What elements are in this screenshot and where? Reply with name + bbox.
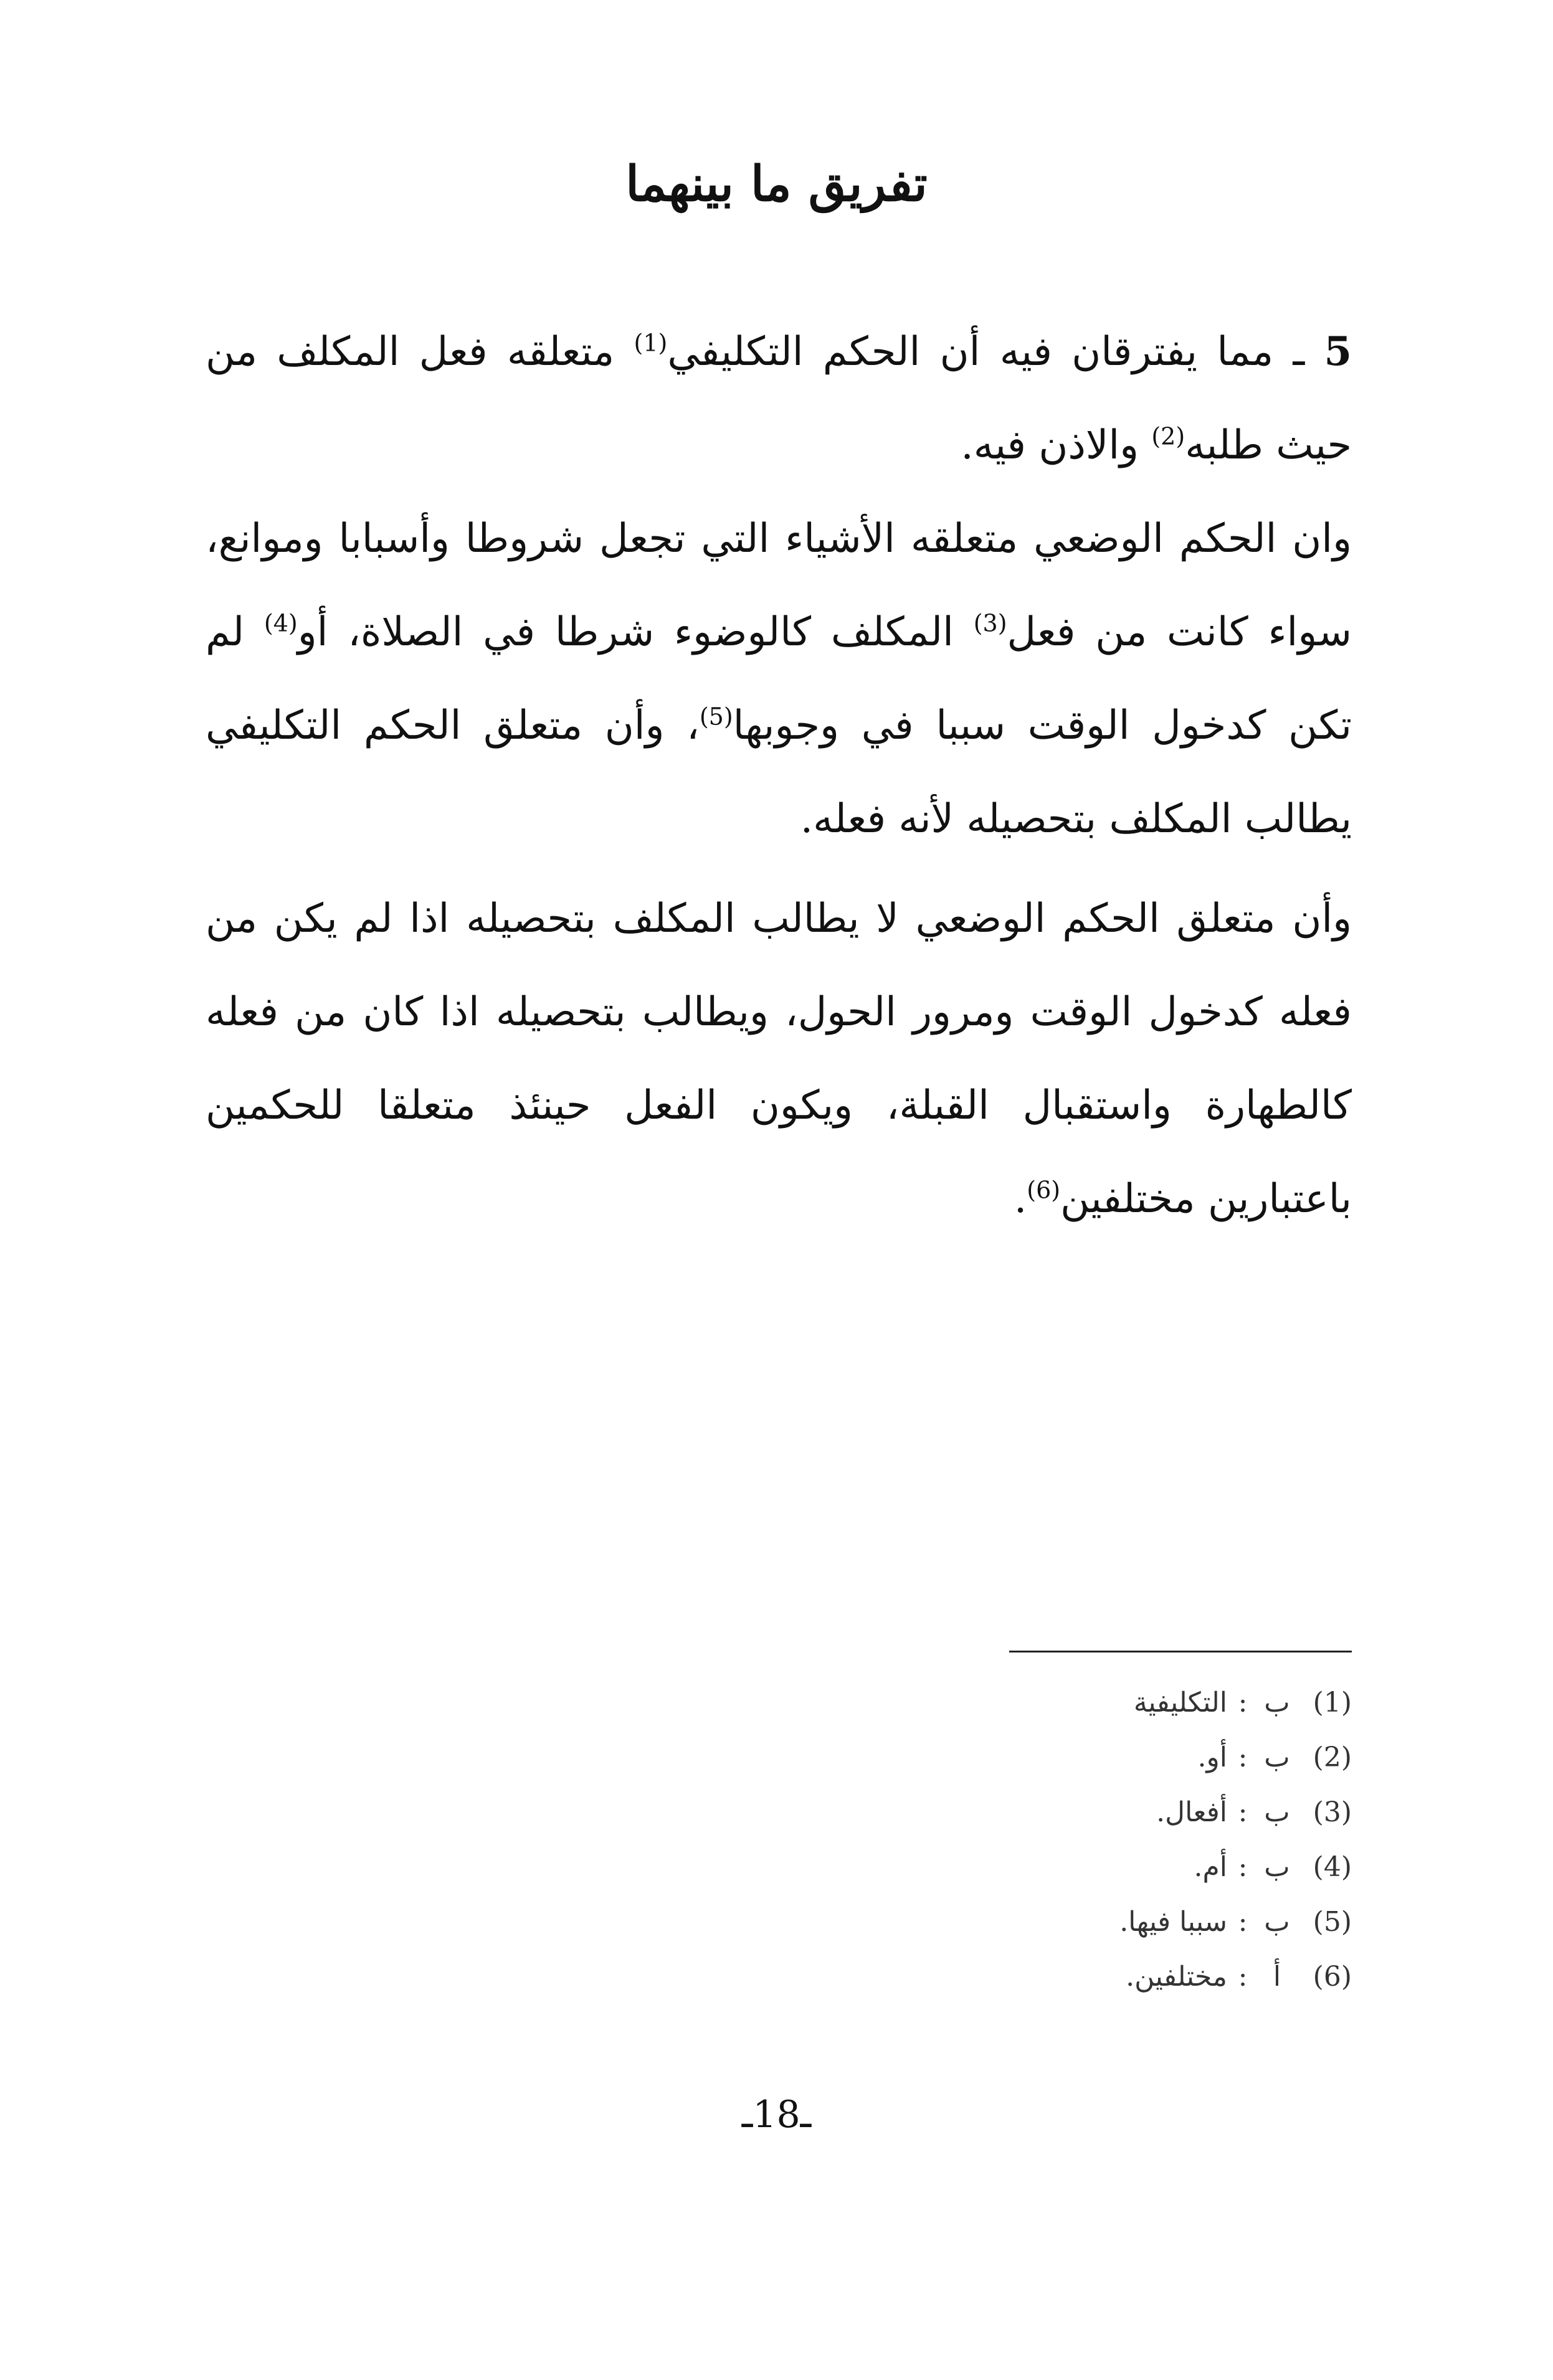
footnote-number: (2) <box>1313 1742 1352 1773</box>
footnotes-list <box>810 1676 1352 2004</box>
footnote-separator: : <box>1238 1851 1248 1883</box>
footnote-text: أو. <box>1197 1742 1227 1773</box>
footnote-number: (1) <box>1313 1687 1352 1719</box>
footnote-separator: : <box>1238 1906 1248 1938</box>
footnote-ref-5: (5) <box>699 703 733 731</box>
footnote-text: التكليفية <box>1133 1687 1227 1719</box>
footnote-separator: : <box>1238 1687 1248 1719</box>
footnote-ref-4: (4) <box>264 609 298 637</box>
paragraph-3-text-a: وأن متعلق الحكم الوضعي لا يطالب المكلف بتحصيله اذا لم يكن من فعله كدخول الوقت ومرور الحول، ويطالب بتحصيله اذا كان من فعله كالطهارة واستقبال القبلة، ويكون الفعل حينئذ متعلقا للحكمين باعتبارين مختلفين <box>206 896 1352 1222</box>
footnote-number: (4) <box>1313 1851 1352 1883</box>
footnote-ref-6: (6) <box>1027 1176 1061 1204</box>
paragraph-1-text-a: مما يفترقان فيه أن الحكم التكليفي <box>667 329 1274 375</box>
footnote-ref-2: (2) <box>1151 422 1185 450</box>
paragraph-3-text-b: . <box>1014 1176 1027 1222</box>
footnote-text: أفعال. <box>1156 1796 1227 1828</box>
footnote-item <box>810 1730 1352 1785</box>
footnote-item <box>810 1895 1352 1950</box>
paragraph-1-text-b: متعلقه فعل المكلف من حيث طلبه <box>206 329 1352 468</box>
footnote-item <box>810 1785 1352 1840</box>
footnote-item <box>810 1676 1352 1730</box>
footnote-text: أم. <box>1194 1851 1227 1883</box>
paragraph-2-text-a: وان الحكم الوضعي متعلقه الأشياء التي تجعل شروطا وأسبابا وموانع، سواء كانت من فعل <box>206 516 1352 655</box>
footnote-ref-1: (1) <box>634 329 668 357</box>
paragraph-2-text-d: ، وأن متعلق الحكم التكليفي يطالب المكلف بتحصيله لأنه فعله. <box>206 703 1352 842</box>
footnote-number: (3) <box>1313 1796 1352 1828</box>
footnote-source: ب <box>1264 1742 1290 1773</box>
paragraph-1-text-c: والاذن فيه. <box>961 422 1139 468</box>
paragraph-3 <box>206 872 1352 1246</box>
footnote-separator: : <box>1238 1796 1248 1828</box>
footnote-source: ب <box>1264 1851 1290 1883</box>
footnote-source: ب <box>1264 1906 1290 1938</box>
item-number: 5 <box>1324 328 1352 375</box>
paragraph-1 <box>206 305 1352 492</box>
paragraph-2 <box>206 492 1352 866</box>
footnote-text: مختلفين. <box>1126 1961 1227 1993</box>
paragraph-2-text-c: لم تكن كدخول الوقت سببا في وجوبها <box>206 609 1352 749</box>
footnote-text: سببا فيها. <box>1119 1906 1227 1938</box>
item-dash: ـ <box>1293 329 1305 375</box>
footnote-source: ب <box>1264 1687 1290 1719</box>
footnote-source: أ <box>1273 1961 1281 1993</box>
paragraph-2-text-b: المكلف كالوضوء شرطا في الصلاة، أو <box>297 609 954 655</box>
footnote-divider <box>1009 1651 1352 1652</box>
footnote-ref-3: (3) <box>973 609 1007 637</box>
footnote-separator: : <box>1238 1961 1248 1993</box>
page-number: ـ18ـ <box>741 2093 812 2136</box>
footnote-item <box>810 1950 1352 2004</box>
footnote-separator: : <box>1238 1742 1248 1773</box>
footnote-item <box>810 1840 1352 1895</box>
footnote-number: (6) <box>1313 1961 1352 1993</box>
section-heading: تفريق ما بينهما <box>625 156 928 212</box>
footnote-source: ب <box>1264 1796 1290 1828</box>
footnote-number: (5) <box>1313 1906 1352 1938</box>
